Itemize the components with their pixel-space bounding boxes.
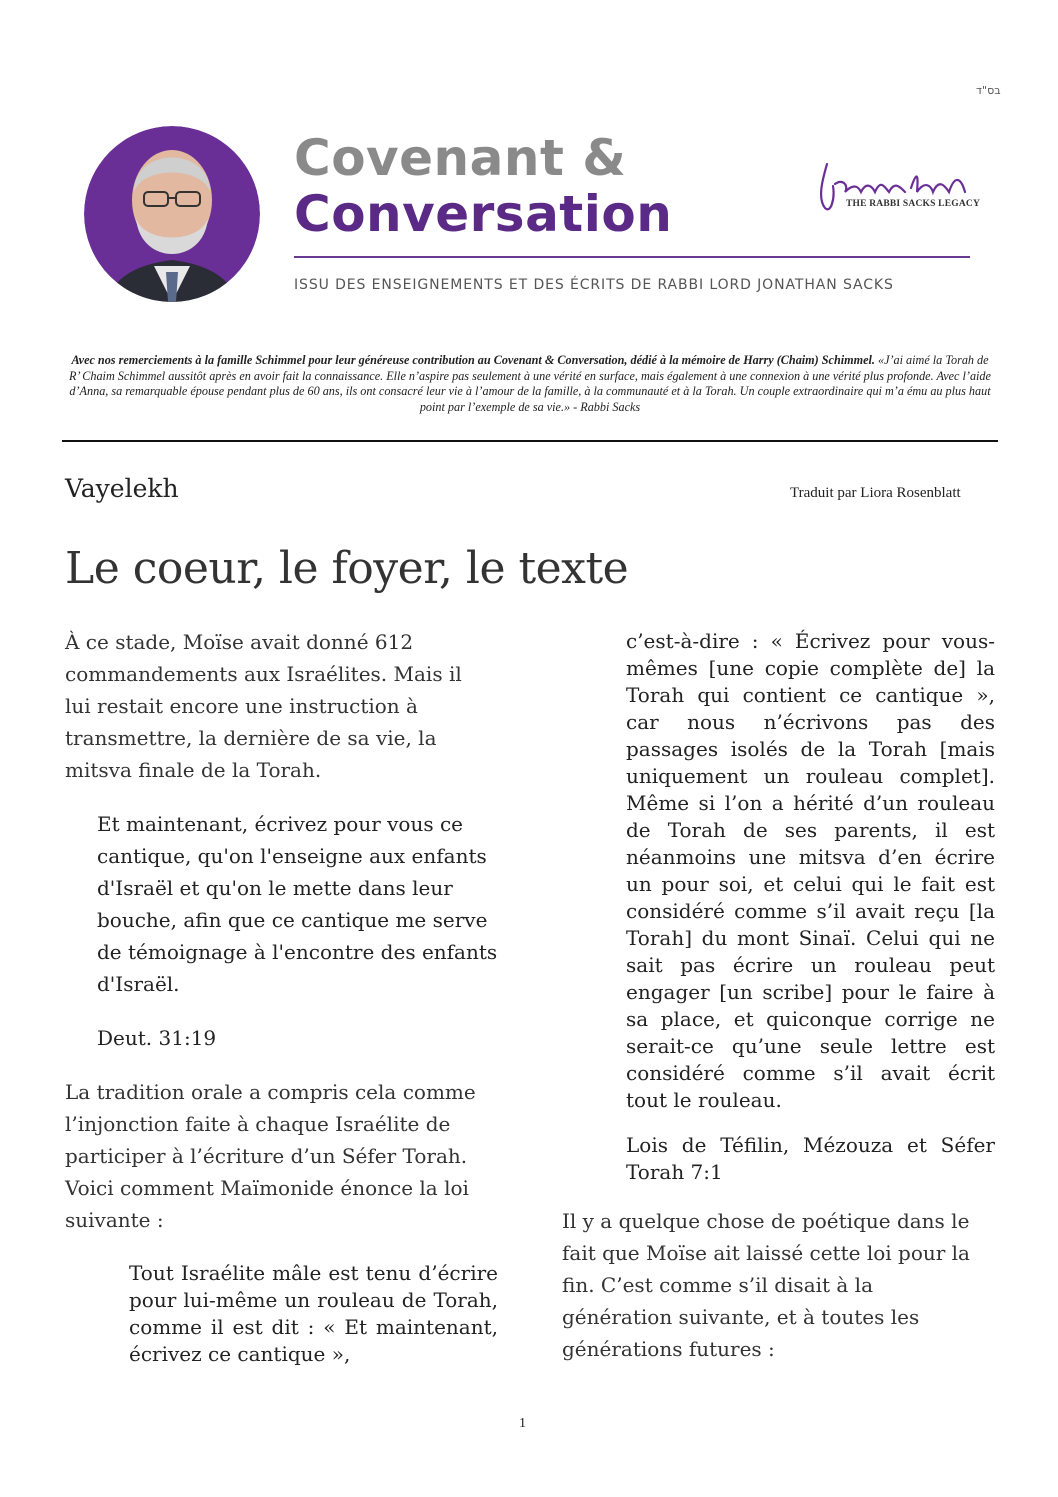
brand-title-line2: Conversation bbox=[294, 185, 673, 243]
page-number: 1 bbox=[519, 1416, 526, 1431]
blockquote-deut: Et maintenant, écrivez pour vous ce cantique, qu'on l'enseigne aux enfants d'Israël et qu'on le mette dans leur bouche, afin que ce cantique me serve de témoignage à l'encontre des enfants d'Israël. bbox=[97, 812, 498, 996]
header-divider bbox=[62, 440, 998, 442]
dedication-text bbox=[66, 353, 994, 415]
translator-credit: Traduit par Liora Rosenblatt bbox=[790, 485, 961, 501]
legacy-caption: THE RABBI SACKS LEGACY bbox=[846, 199, 980, 209]
dedication-bold: Avec nos remerciements à la famille Schimmel pour leur généreuse contribution au Covenant & Conversation, dédié à la mémoire de Harry (Chaim) Schimmel. bbox=[71, 353, 875, 367]
paragraph-poetic: Il y a quelque chose de poétique dans le fait que Moïse ait laissé cette loi pour la fin. C’est comme s’il disait à la génération suivante, et à toutes les générations futures : bbox=[562, 1209, 970, 1361]
paragraph-tradition: La tradition orale a compris cela comme l’injonction faite à chaque Israélite de participer à l’écriture d’un Séfer Torah. Voici comment Maïmonide énonce la loi suivante : bbox=[65, 1080, 476, 1232]
quote-source-maimonides: Lois de Téfilin, Mézouza et Séfer Torah 7:1 bbox=[626, 1133, 995, 1184]
brand-subtitle: ISSU DES ENSEIGNEMENTS ET DES ÉCRITS DE RABBI LORD JONATHAN SACKS bbox=[294, 277, 894, 293]
brand-title-line1: Covenant & bbox=[294, 129, 627, 187]
brand-divider bbox=[294, 256, 970, 258]
portrait-image-icon bbox=[84, 126, 260, 302]
portrait-avatar bbox=[84, 126, 260, 302]
parasha-name: Vayelekh bbox=[65, 474, 179, 503]
quote-source-deut: Deut. 31:19 bbox=[97, 1026, 217, 1050]
blockquote-maimonides-start: Tout Israélite mâle est tenu d’écrire pour lui-même un rouleau de Torah, comme il est dit : « Et maintenant, écrivez ce cantique », bbox=[129, 1261, 498, 1366]
paragraph-intro: À ce stade, Moïse avait donné 612 commandements aux Israélites. Mais il lui restait encore une instruction à transmettre, la dernière de sa vie, la mitsva finale de la Torah. bbox=[65, 630, 462, 782]
blockquote-maimonides-cont: c’est-à-dire : « Écrivez pour vous-mêmes [une copie complète de] la Torah qui contient ce cantique », car nous n’écrivons pas des passages isolés de la Torah [mais uniquement un rouleau complet]. Même si l’on a hérité d’un rouleau de Torah de ses parents, il est néanmoins une mitsva d’en écrire un pour soi, et celui qui le fait est considéré comme s’il avait reçu [la Torah] du mont Sinaï. Celui qui ne sait pas écrire un rouleau peut engager [un scribe] pour le faire à sa place, et quiconque corrige ne serait-ce qu’une seule lettre est considéré comme s’il avait écrit tout le rouleau. bbox=[626, 629, 995, 1112]
dedication-quote: «J’ai aimé la Torah de R’ Chaim Schimmel aussitôt après en avoir fait la connaissance. Elle n’aspire pas seulement à une vérité en surface, mais également à une connexion à une vérité plus profonde. Avec l’aide d’Anna, sa remarquable épouse pendant plus de 60 ans, ils ont consacré leur vie à l’amour de la famille, à la communauté et à la Torah. Un couple extraordinaire qui m’a ému au plus haut point par l’exemple de sa vie.» - Rabbi Sacks bbox=[69, 353, 991, 414]
article-title: Le coeur, le foyer, le texte bbox=[65, 543, 629, 594]
bsd-mark: בס"ד bbox=[976, 84, 1001, 97]
